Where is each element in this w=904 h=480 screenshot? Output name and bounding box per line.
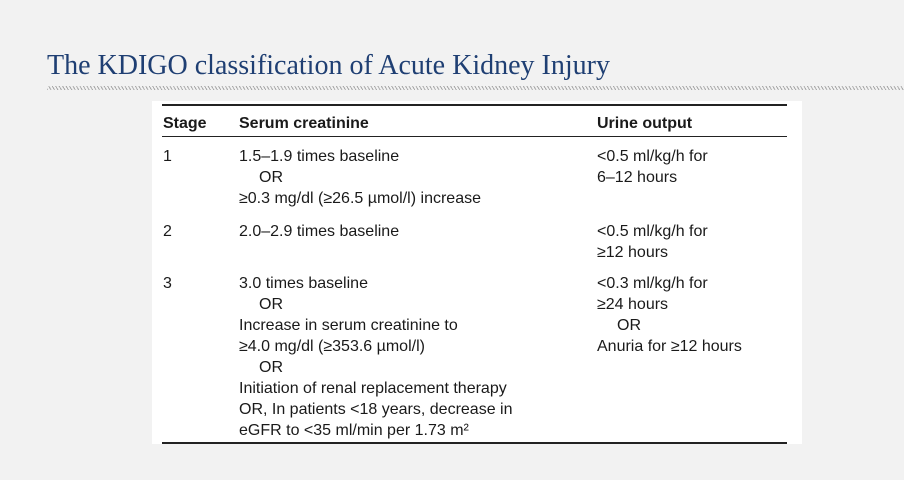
- table-header-rule: [162, 136, 787, 137]
- kdigo-table: [152, 101, 802, 444]
- row-3-creatinine-line: OR, In patients <18 years, decrease in: [239, 401, 513, 418]
- row-2-creatinine-line: 2.0–2.9 times baseline: [239, 223, 400, 240]
- row-3-creatinine-line: Initiation of renal replacement therapy: [239, 380, 507, 397]
- row-1-creatinine-line: ≥0.3 mg/dl (≥26.5 µmol/l) increase: [239, 190, 481, 207]
- row-3-creatinine-line: ≥4.0 mg/dl (≥353.6 µmol/l): [239, 338, 425, 355]
- row-3-urine-line: ≥24 hours: [597, 296, 669, 313]
- row-3-urine-line: <0.3 ml/kg/h for: [597, 275, 708, 292]
- row-3-urine-line: OR: [617, 317, 641, 334]
- row-1-creatinine: [239, 146, 481, 209]
- row-1-creatinine-line: 1.5–1.9 times baseline: [239, 148, 400, 165]
- row-3-creatinine: [239, 273, 512, 441]
- row-1-creatinine-line: OR: [259, 169, 283, 186]
- header-serum-creatinine: Serum creatinine: [239, 115, 369, 132]
- row-1-urine-line: 6–12 hours: [597, 169, 678, 186]
- header-stage: Stage: [163, 115, 207, 132]
- row-2-urine-line: <0.5 ml/kg/h for: [597, 223, 708, 240]
- row-3-urine-line: Anuria for ≥12 hours: [597, 338, 742, 355]
- row-2-urine: [597, 221, 708, 263]
- header-urine-output: Urine output: [597, 115, 693, 132]
- row-3-urine: [597, 273, 742, 357]
- row-1-urine-line: <0.5 ml/kg/h for: [597, 148, 708, 165]
- row-3-creatinine-line: 3.0 times baseline: [239, 275, 368, 292]
- page-title: The KDIGO classification of Acute Kidney Injury: [47, 50, 610, 81]
- row-3-creatinine-line: Increase in serum creatinine to: [239, 317, 458, 334]
- row-1-urine: [597, 146, 708, 188]
- row-2-creatinine: [239, 221, 399, 242]
- row-3-creatinine-line: OR: [259, 359, 283, 376]
- table-top-rule: [162, 104, 787, 106]
- table-bottom-rule: [162, 442, 787, 444]
- row-3-creatinine-line: eGFR to <35 ml/min per 1.73 m²: [239, 422, 469, 439]
- row-3-creatinine-line: OR: [259, 296, 283, 313]
- title-underline: [47, 86, 904, 90]
- row-3-stage: 3: [163, 275, 172, 292]
- row-1-stage: 1: [163, 148, 172, 165]
- row-2-stage: 2: [163, 223, 172, 240]
- row-2-urine-line: ≥12 hours: [597, 244, 669, 261]
